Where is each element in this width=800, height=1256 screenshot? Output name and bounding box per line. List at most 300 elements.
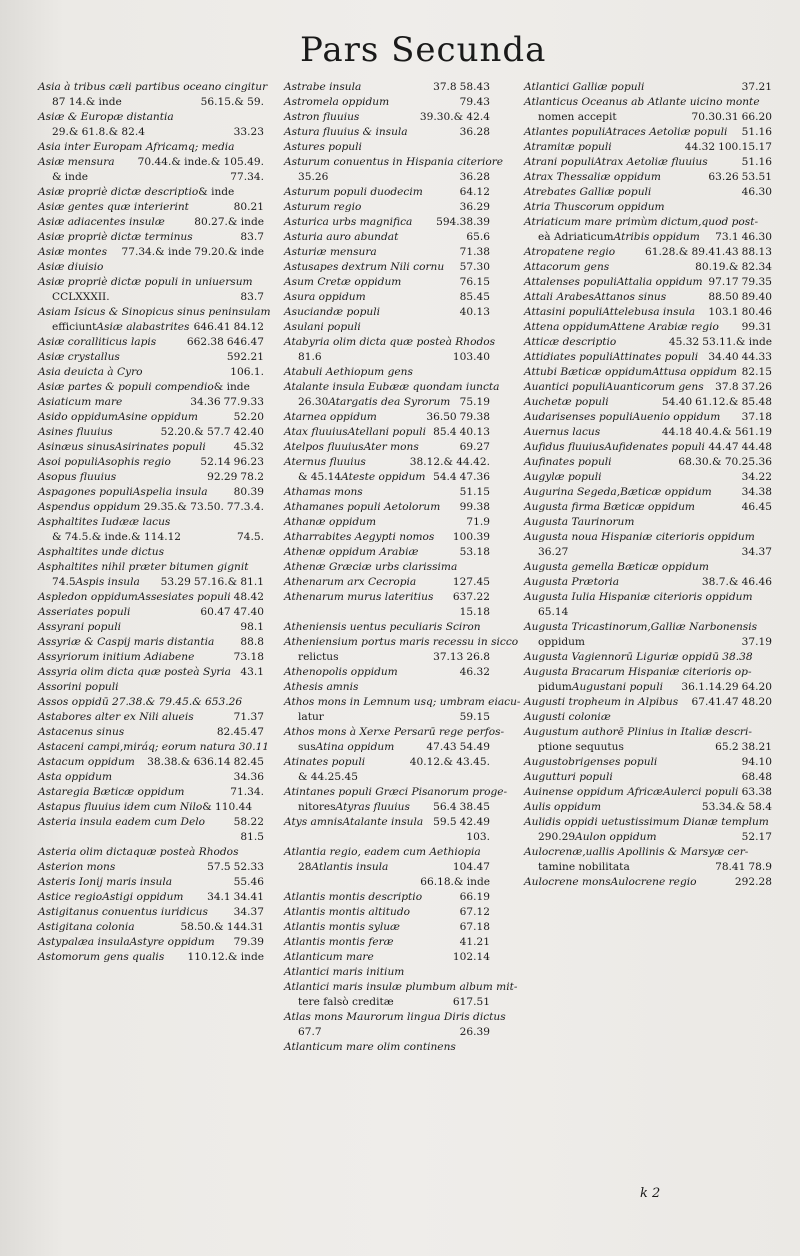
index-term: Augustobrigenses populi: [524, 756, 658, 768]
index-term: Auenio oppidum: [632, 411, 721, 423]
page-reference: 79.38: [459, 411, 490, 423]
index-term: Assesiates populi: [137, 591, 231, 603]
index-term: sus: [298, 741, 316, 753]
page-reference: 41.21: [459, 936, 490, 948]
page-reference: 662.38: [186, 336, 224, 348]
index-term: Atina oppidum: [315, 741, 395, 753]
page-reference: 15.18: [459, 606, 490, 618]
page-reference: 110.12.& inde: [187, 951, 264, 963]
page-reference: 47.40: [233, 606, 264, 618]
page-reference: 36.28: [459, 171, 490, 183]
index-term: Atramitæ populi: [524, 141, 612, 153]
index-term: Asteria olim dictaquæ posteà Rhodos: [38, 846, 239, 858]
index-term: Atlantis montis syluæ: [284, 921, 400, 933]
page-reference: 58.50.& 144.31: [180, 921, 264, 933]
index-term: Athos mons in Lemnum usq; umbram eiacu-: [284, 696, 521, 708]
index-term: Aulocrene regio: [610, 876, 697, 888]
page-reference: 53.51: [741, 171, 772, 183]
index-term: Astura fluuius & insula: [284, 126, 408, 138]
index-term: Aufidus fluuius: [524, 441, 605, 453]
page-reference: 67.12: [459, 906, 490, 918]
index-term: Asturum populi duodecim: [284, 186, 423, 198]
index-term: Astigitana colonia: [38, 921, 135, 933]
page-reference: 34.36: [190, 396, 221, 408]
page-reference: 52.17: [741, 831, 772, 843]
index-term: Attusa oppidum: [651, 366, 737, 378]
page-reference: 34.22: [741, 471, 772, 483]
index-term: Attena oppidum: [524, 321, 610, 333]
index-term: Ateste oppidum: [341, 471, 426, 483]
page-reference: 85.4: [433, 426, 457, 438]
page-reference: 97.17: [708, 276, 739, 288]
index-term: Astaceni campi,miráq; eorum natura 30.11: [38, 741, 270, 753]
page-reference: 42.49: [459, 816, 490, 828]
page-reference: 63.38: [741, 786, 772, 798]
page-reference: 48.20: [741, 696, 772, 708]
index-term: Atriaticum mare primùm dictum,quod post-: [524, 216, 759, 228]
index-term: Atlanticum mare: [284, 951, 374, 963]
page-reference: 37.8: [433, 81, 457, 93]
index-term: 87 14.& inde: [52, 96, 122, 108]
page-reference: 52.33: [233, 861, 264, 873]
index-term: Aulerci populi: [662, 786, 739, 798]
page-reference: 36.28: [459, 126, 490, 138]
index-term: Aulocrenæ,uallis Apollinis & Marsyæ cer-: [524, 846, 749, 858]
page-reference: 66.19: [459, 891, 490, 903]
page-reference: 52.20: [233, 411, 264, 423]
index-term: Asopus fluuius: [38, 471, 117, 483]
index-term: Asura oppidum: [284, 291, 366, 303]
page-reference: 54.4: [433, 471, 457, 483]
index-term: Augustani populi: [571, 681, 664, 693]
index-term: Atabuli Aethiopum gens: [284, 366, 413, 378]
index-term: Assyriæ & Caspij maris distantia: [38, 636, 215, 648]
index-term: Aulis oppidum: [524, 801, 602, 813]
index-term: Atlas mons Maurorum lingua Diris dictus: [284, 1011, 506, 1023]
page-reference: 100.15.17: [718, 141, 772, 153]
page-reference: 56.4: [433, 801, 457, 813]
index-term: ptione sequutus: [538, 741, 624, 753]
index-term: tere falsò creditæ: [298, 996, 394, 1008]
index-term: Attinates populi: [612, 351, 699, 363]
index-term: Aspis insula: [75, 576, 140, 588]
index-term: & inde: [213, 381, 250, 393]
index-term: 81.6: [298, 351, 322, 363]
index-term: Asseriates populi: [38, 606, 131, 618]
index-term: Atargatis dea Syrorum: [328, 396, 451, 408]
index-term: Astures populi: [284, 141, 362, 153]
index-term: Atys amnis: [284, 816, 343, 828]
page-reference: 99.31: [741, 321, 772, 333]
index-term: Asteris Ionij maris insula: [38, 876, 173, 888]
page-reference: 80.19.& 82.34: [695, 261, 772, 273]
index-term: 290.29: [538, 831, 576, 843]
index-term: Atlantes populi: [524, 126, 606, 138]
page-reference: 38.7.& 46.46: [701, 576, 772, 588]
index-term: Aulon oppidum: [575, 831, 657, 843]
page-reference: 96.23: [233, 456, 264, 468]
index-term: Athenæ Græciæ urbs clarissima: [284, 561, 458, 573]
page-reference: 40.13: [459, 426, 490, 438]
page-reference: 52.14: [200, 456, 231, 468]
page-reference: 29.35.& 73.50.: [143, 501, 224, 513]
page-reference: 61.12.& 85.48: [695, 396, 772, 408]
index-term: Asirinates populi: [114, 441, 206, 453]
index-term: Asiæ propriè dictæ terminus: [38, 231, 193, 243]
index-term: Asine oppidum: [117, 411, 198, 423]
page-reference: 44.33: [741, 351, 772, 363]
page-reference: 106.1.: [230, 366, 264, 378]
index-term: Asturum regio: [284, 201, 362, 213]
index-term: Asturum conuentus in Hispania citeriore: [284, 156, 504, 168]
index-term: Atalante insula: [342, 816, 424, 828]
index-term: Atribis oppidum: [613, 231, 700, 243]
index-term: 65.14: [538, 606, 569, 618]
index-term: Athos mons à Xerxe Persarū rege perfos-: [284, 726, 505, 738]
index-term: Auantici populi: [524, 381, 606, 393]
page-reference: 77.34.: [230, 171, 264, 183]
index-term: Astacum oppidum: [38, 756, 135, 768]
index-term: Atropatene regio: [524, 246, 616, 258]
index-term: Atintanes populi Græci Pisanorum proge-: [284, 786, 508, 798]
page-reference: 34.36: [233, 771, 264, 783]
index-term: Atinates populi: [284, 756, 366, 768]
index-term: Atrani populi: [524, 156, 595, 168]
index-term: Athenarum arx Cecropia: [284, 576, 417, 588]
index-term: Augusta gemella Bæticæ oppidum: [524, 561, 709, 573]
index-term: Atlantis montis feræ: [284, 936, 394, 948]
index-term: Athamanes populi Aetolorum: [284, 501, 441, 513]
page-reference: 94.10: [741, 756, 772, 768]
index-term: Astacenus sinus: [38, 726, 125, 738]
page-reference: 617.51: [452, 996, 490, 1008]
index-term: Assos oppidū 27.38.& 79.45.& 653.26: [38, 696, 243, 708]
page-reference: 34.37: [233, 906, 264, 918]
index-term: Aspendus oppidum: [38, 501, 141, 513]
index-term: Asiæ alabastrites: [96, 321, 190, 333]
index-term: Aspagones populi: [38, 486, 133, 498]
index-term: Athamas mons: [284, 486, 363, 498]
index-term: 28: [298, 861, 312, 873]
index-term: Atticæ descriptio: [524, 336, 617, 348]
page-reference: 52.20.& 57.7: [160, 426, 231, 438]
page-reference: 84.12: [233, 321, 264, 333]
index-term: Aulocrene mons: [524, 876, 611, 888]
page-reference: 36.29: [459, 201, 490, 213]
index-term: Atlantis insula: [311, 861, 389, 873]
page-reference: 57.5: [207, 861, 231, 873]
index-term: 36.27: [538, 546, 569, 558]
index-term: Attalenses populi: [524, 276, 617, 288]
index-term: Atlantia regio, eadem cum Aethiopia: [284, 846, 481, 858]
page-reference: 83.7: [240, 291, 264, 303]
index-term: Astyre oppidum: [129, 936, 215, 948]
index-term: Asines fluuius: [38, 426, 113, 438]
page-reference: 78.41: [715, 861, 746, 873]
page-reference: 68.30.& 70.25.36: [678, 456, 772, 468]
index-term: Atharrabites Aegypti nomos: [284, 531, 435, 543]
index-term: Asiam Isicus & Sinopicus sinus peninsulam: [38, 306, 271, 318]
index-term: Astron fluuius: [284, 111, 360, 123]
page-reference: 80.27.& inde: [194, 216, 264, 228]
page-reference: 592.21: [226, 351, 264, 363]
index-term: CCLXXXII.: [52, 291, 110, 303]
index-term: Augusta Tricastinorum,Galliæ Narbonensis: [524, 621, 758, 633]
page-reference: 37.18: [741, 411, 772, 423]
page-reference: 65.6: [466, 231, 490, 243]
index-term: Asteria insula eadem cum Delo: [38, 816, 206, 828]
page-reference: 37.13: [433, 651, 464, 663]
index-term: Atarnea oppidum: [284, 411, 377, 423]
index-term: Astigitanus conuentus iuridicus: [38, 906, 208, 918]
index-term: Atax fluuius: [284, 426, 348, 438]
page-reference: 44.48: [741, 441, 772, 453]
index-term: Asia inter Europam Africamq; media: [38, 141, 235, 153]
page-reference: 38.38.& 636.14: [147, 756, 231, 768]
page-reference: 59.5: [433, 816, 457, 828]
index-term: Attubi Bæticæ oppidum: [524, 366, 652, 378]
index-term: Asinæus sinus: [38, 441, 115, 453]
page-reference: 70.44.& inde.& 105.49.: [137, 156, 264, 168]
index-term: Aspelia insula: [132, 486, 208, 498]
page-reference: 47.36: [459, 471, 490, 483]
index-term: Asturica urbs magnifica: [284, 216, 413, 228]
page-reference: 54.49: [459, 741, 490, 753]
page-reference: 80.46: [741, 306, 772, 318]
index-term: & 44.25.45: [298, 771, 358, 783]
index-term: Asuciandæ populi: [284, 306, 381, 318]
index-term: Aulidis oppidi uetustissimum Dianæ templum: [524, 816, 769, 828]
page-reference: 37.8: [715, 381, 739, 393]
page-reference: 34.38: [741, 486, 772, 498]
index-term: Asiæ propriè dictæ descriptio: [38, 186, 199, 198]
page-reference: 36.1.14.29: [681, 681, 739, 693]
index-term: Asiæ partes & populi compendio: [38, 381, 214, 393]
index-term: Atraces Aetoliæ populi: [605, 126, 728, 138]
index-term: Augusta Bracarum Hispaniæ citerioris op-: [524, 666, 752, 678]
page-reference: 51.16: [741, 156, 772, 168]
page-reference: 92.29: [207, 471, 238, 483]
page-reference: 75.19: [459, 396, 490, 408]
page-reference: 80.39: [233, 486, 264, 498]
index-term: Asiæ diuisio: [38, 261, 104, 273]
page-reference: 637.22: [452, 591, 490, 603]
page-reference: 61.28.& 89.41.43: [645, 246, 739, 258]
page-reference: 65.2: [715, 741, 739, 753]
index-term: nitores: [298, 801, 336, 813]
page-reference: 26.8: [466, 651, 490, 663]
page-reference: 104.47: [452, 861, 490, 873]
index-term: Astypalæa insula: [38, 936, 130, 948]
index-term: Asophis regio: [97, 456, 171, 468]
index-term: Augurina Segeda,Bæticæ oppidum: [524, 486, 712, 498]
index-term: tamine nobilitata: [538, 861, 630, 873]
page-reference: 78.9: [748, 861, 772, 873]
index-term: Augusta firma Bæticæ oppidum: [524, 501, 695, 513]
page-reference: 71.34.: [230, 786, 264, 798]
index-term: Asphaltites nihil præter bitumen gignit: [38, 561, 249, 573]
page-reference: 53.18: [459, 546, 490, 558]
index-term: Augusti tropheum in Alpibus: [524, 696, 679, 708]
page-reference: 55.46: [233, 876, 264, 888]
page-reference: 26.39: [459, 1026, 490, 1038]
page-reference: 74.5.: [237, 531, 264, 543]
page-reference: 73.1: [715, 231, 739, 243]
index-term: Athenarum murus lateritius: [284, 591, 434, 603]
page-reference: 47.43: [426, 741, 457, 753]
page-reference: 51.15: [459, 486, 490, 498]
page-reference: 58.22: [233, 816, 264, 828]
page-reference: 60.47: [200, 606, 231, 618]
page-reference: 40.4.& 561.19: [695, 426, 772, 438]
index-term: Astabores alter ex Nili alueis: [38, 711, 194, 723]
index-term: oppidum: [538, 636, 585, 648]
page-reference: 66.18.& inde: [420, 876, 490, 888]
index-term: Athanæ oppidum: [284, 516, 376, 528]
index-term: Atlantici maris initium: [284, 966, 405, 978]
page-reference: 88.50: [708, 291, 739, 303]
index-term: & inde: [52, 171, 89, 183]
page-reference: 68.48: [741, 771, 772, 783]
index-term: Asiæ propriè dictæ populi in uniuersum: [38, 276, 253, 288]
index-term: Asiæ coralliticus lapis: [38, 336, 157, 348]
index-term: Atheniensium portus maris recessu in sicco: [284, 636, 519, 648]
index-term: 26.30: [298, 396, 329, 408]
page-reference: 71.38: [459, 246, 490, 258]
page-reference: 38.21: [741, 741, 772, 753]
page-reference: 88.13: [741, 246, 772, 258]
index-term: pidum: [538, 681, 572, 693]
page-reference: 36.50: [426, 411, 457, 423]
index-term: Atria Thuscorum oppidum: [524, 201, 665, 213]
page-reference: 34.1: [207, 891, 231, 903]
index-term: Ater mons: [363, 441, 419, 453]
page-reference: 67.41.47: [691, 696, 739, 708]
index-term: Attanos sinus: [593, 291, 667, 303]
index-term: Astaregia Bæticæ oppidum: [38, 786, 185, 798]
page-reference: 76.15: [459, 276, 490, 288]
page-reference: 57.16.& 81.1: [193, 576, 264, 588]
page-reference: 54.40: [661, 396, 693, 408]
signature-mark: k 2: [640, 1186, 661, 1201]
index-term: Athenæ oppidum Arabiæ: [284, 546, 419, 558]
page-reference: 38.45: [459, 801, 490, 813]
index-term: Astromela oppidum: [284, 96, 390, 108]
index-term: Asiæ gentes quæ interierint: [38, 201, 189, 213]
page-reference: 53.29: [160, 576, 191, 588]
page-reference: 37.26: [741, 381, 772, 393]
page-reference: 77.3.4.: [226, 501, 264, 513]
page-reference: 82.45.47: [216, 726, 264, 738]
index-term: Asiæ mensura: [38, 156, 115, 168]
page-reference: 44.18: [661, 426, 693, 438]
index-term: Attidiates populi: [524, 351, 613, 363]
index-term: Astomorum gens qualis: [38, 951, 165, 963]
index-term: 67.7: [298, 1026, 322, 1038]
page-reference: 34.37: [741, 546, 772, 558]
index-term: Asta oppidum: [38, 771, 113, 783]
page-reference: 45.32: [233, 441, 264, 453]
page-reference: 79.20.& inde: [194, 246, 264, 258]
page-reference: 56.15.& 59.: [200, 96, 264, 108]
index-term: Assyriorum initium Adiabene: [38, 651, 195, 663]
index-term: Aufinates populi: [524, 456, 612, 468]
index-column-1: [38, 80, 271, 965]
index-term: Attene Arabiæ regio: [609, 321, 719, 333]
page-reference: 594.38.39: [436, 216, 490, 228]
index-term: Asiæ adiacentes insulæ: [38, 216, 165, 228]
page-reference: 46.30: [741, 186, 772, 198]
index-term: Augustum authorē Plinius in Italiæ descri-: [524, 726, 752, 738]
page-reference: 71.37: [233, 711, 264, 723]
index-term: Asum Cretæ oppidum: [284, 276, 402, 288]
page-reference: 100.39: [452, 531, 490, 543]
page-reference: 34.40: [708, 351, 739, 363]
index-term: Asterion mons: [38, 861, 116, 873]
index-term: latur: [298, 711, 324, 723]
index-term: Attalia oppidum: [616, 276, 703, 288]
page-reference: 58.43: [459, 81, 490, 93]
page-reference: 103.: [466, 831, 490, 843]
page-reference: 79.43: [459, 96, 490, 108]
index-term: Atrax Aetoliæ fluuius: [594, 156, 708, 168]
page-reference: 67.18: [459, 921, 490, 933]
index-term: Athenopolis oppidum: [284, 666, 398, 678]
page-reference: 63.26: [708, 171, 739, 183]
index-term: Auanticorum gens: [605, 381, 704, 393]
index-term: Assyria olim dicta quæ posteà Syria: [38, 666, 231, 678]
page-reference: 53.34.& 58.4: [701, 801, 772, 813]
page-title: Pars Secunda: [300, 30, 547, 70]
index-term: Astice regio: [38, 891, 103, 903]
page-reference: 38.12.& 44.42.: [409, 456, 490, 468]
index-term: Audarisenses populi: [524, 411, 633, 423]
page-reference: 37.21: [741, 81, 772, 93]
page-reference: 59.15: [459, 711, 490, 723]
page-reference: 51.16: [741, 126, 772, 138]
index-term: Augusta Iulia Hispaniæ citerioris oppidum: [524, 591, 753, 603]
index-term: Aspledon oppidum: [38, 591, 138, 603]
page-reference: 48.42: [233, 591, 264, 603]
page-reference: 37.19: [741, 636, 772, 648]
index-term: Atelpos fluuius: [284, 441, 364, 453]
index-term: Asiæ montes: [38, 246, 108, 258]
index-term: efficiunt: [52, 321, 97, 333]
index-term: nomen accepit: [538, 111, 617, 123]
page-reference: 40.13: [459, 306, 490, 318]
page-reference: 646.41: [193, 321, 231, 333]
index-term: Augutturi populi: [524, 771, 613, 783]
index-term: Augylæ populi: [524, 471, 602, 483]
index-column-2: [284, 80, 521, 1055]
index-term: Atrebates Galliæ populi: [524, 186, 652, 198]
page-reference: 71.9: [466, 516, 490, 528]
page-reference: 79.35: [741, 276, 772, 288]
index-term: Atellani populi: [347, 426, 426, 438]
index-term: Augusta noua Hispaniæ citerioris oppidum: [524, 531, 755, 543]
page-reference: 89.40: [741, 291, 772, 303]
index-term: Asiæ & Europæ distantia: [38, 111, 174, 123]
page-reference: 77.34.& inde: [121, 246, 192, 258]
index-term: 29.& 61.8.& 82.4: [52, 126, 145, 138]
index-term: Asphaltites unde dictus: [38, 546, 165, 558]
page-reference: 103.1: [708, 306, 739, 318]
index-term: Aternus fluuius: [284, 456, 366, 468]
index-term: relictus: [298, 651, 339, 663]
index-term: Asia à tribus cæli partibus oceano cingitur: [38, 81, 268, 93]
index-term: 74.5: [52, 576, 76, 588]
index-term: Atlanticus Oceanus ab Atlante uicino monte: [524, 96, 760, 108]
